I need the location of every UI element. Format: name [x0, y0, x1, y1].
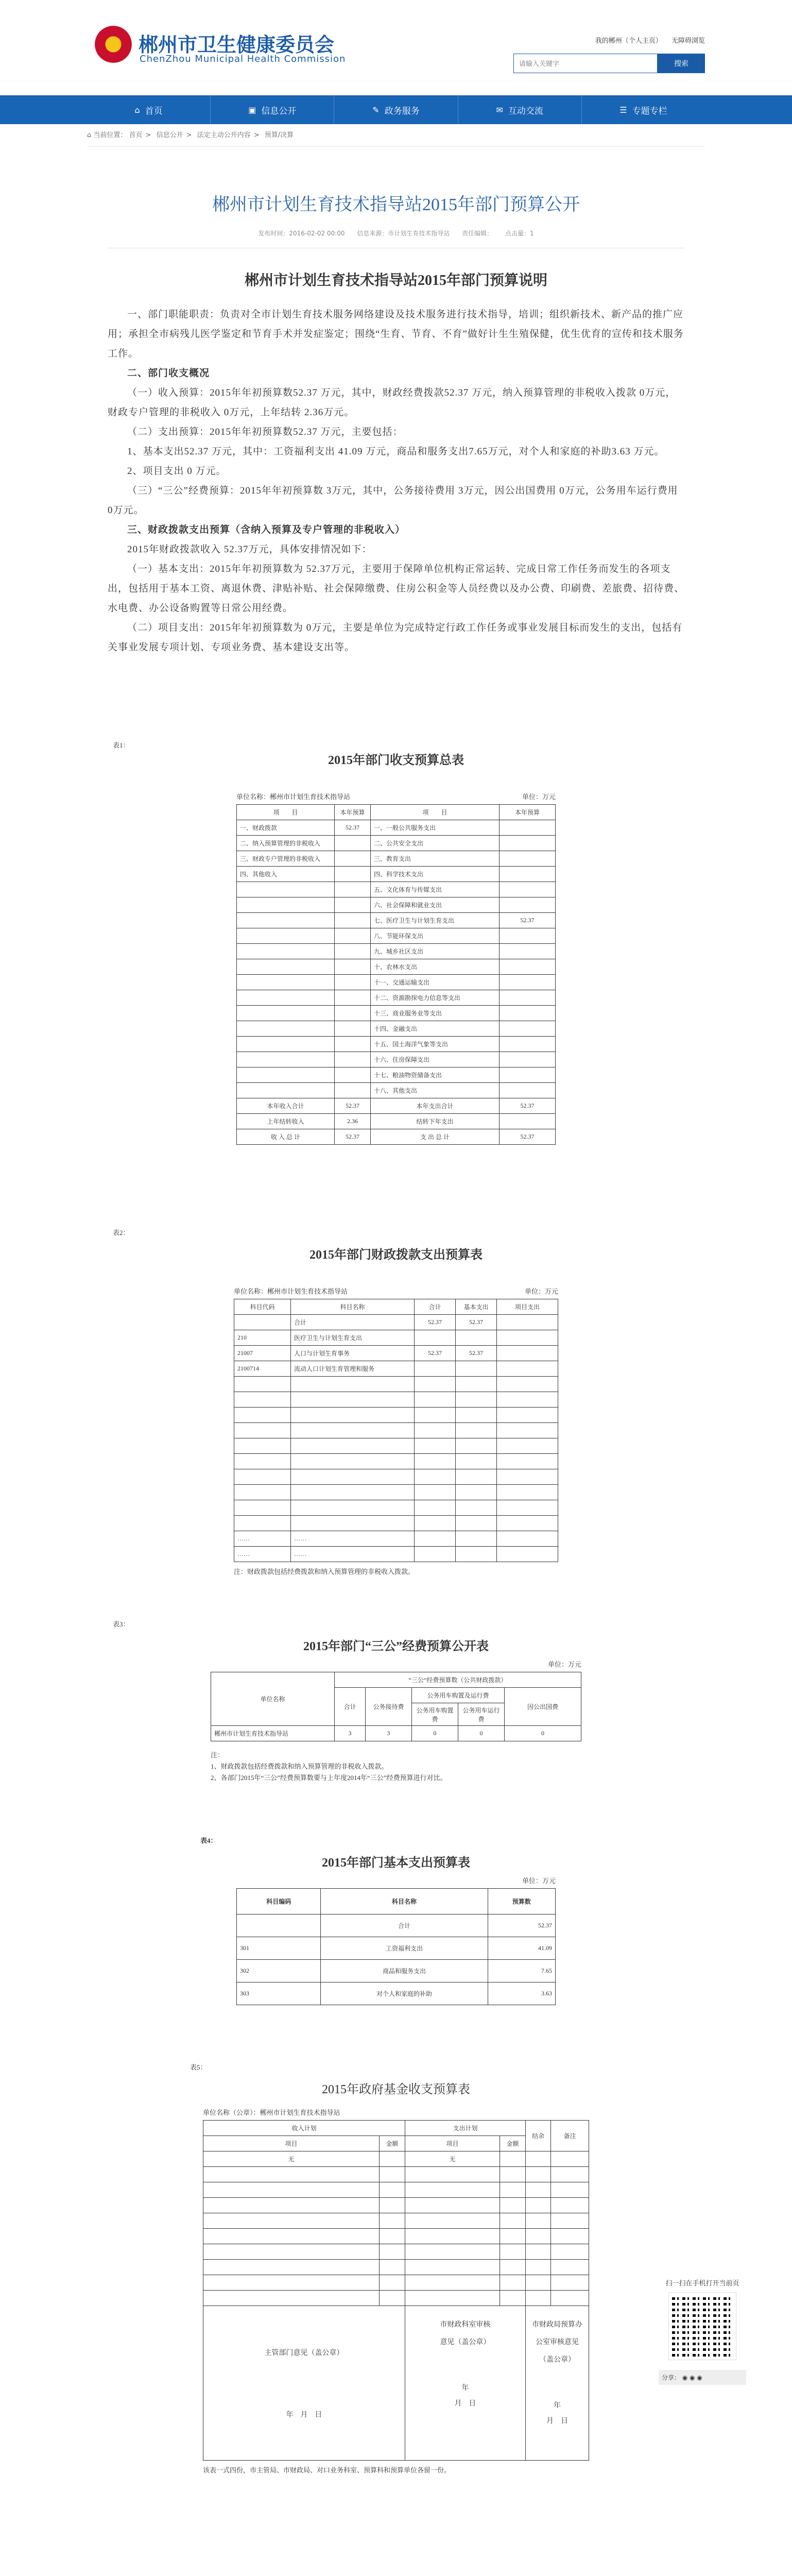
table-header: 公务用车运行费	[458, 1703, 505, 1726]
table-row	[234, 1438, 558, 1454]
table5-title: 2015年政府基金收支预算表	[322, 2083, 470, 2096]
table-row: 六、社会保障和就业支出	[237, 897, 556, 913]
table-row: 301 工资福利支出 41.09	[237, 1937, 556, 1960]
table-header: 科目编码	[237, 1889, 321, 1914]
share-bar[interactable]: 分享： ◉ ◉ ◉	[659, 2370, 746, 2385]
nav-services[interactable]: ✎ 政务服务	[334, 95, 458, 124]
table-row: 上年结转收入 2.36 结转下年支出	[237, 1114, 556, 1129]
table-header: 合计	[335, 1688, 366, 1726]
paragraph: 1、基本支出52.37 万元，其中：工资福利支出 41.09 万元，商品和服务支出7.65万元，对个人和家庭的补助3.63 万元。	[127, 446, 665, 457]
table-row: 210 医疗卫生与计划生育支出	[234, 1330, 558, 1346]
paragraph: （三）“三公”经费预算：2015年年初预算数 3万元，其中，公务接待费用 3万元，因公出国费用 0万元，公务用车运行费用 0万元。	[108, 485, 678, 516]
table-row: 合计 52.37 52.37	[234, 1315, 558, 1330]
table4	[236, 1888, 556, 2005]
table3	[211, 1672, 581, 1741]
table-row	[234, 1516, 558, 1531]
table2	[234, 1299, 558, 1562]
table-header: 项 目	[237, 805, 335, 820]
table-row: 九、城乡社区支出	[237, 944, 556, 959]
share-icons[interactable]: ◉ ◉ ◉	[680, 2374, 702, 2381]
paragraph: （二）支出预算：2015年年初预算数52.37 万元，主要包括：	[127, 427, 403, 437]
location-icon: ⌂	[87, 131, 94, 139]
finance-opinion-cell: 市财政科室审核意见（盖公章） 年 月 日	[405, 2306, 525, 2461]
table5-meta: 单位名称（公章）：郴州市计划生育技术指导站	[203, 2109, 340, 2116]
site-title[interactable]: 郴州市卫生健康委员会	[139, 35, 335, 56]
article	[87, 190, 705, 2476]
table-row: 十三、商业服务业等支出	[237, 1006, 556, 1021]
paragraph: 一、部门职能职责：负责对全市计划生育技术服务网络建设及技术服务进行技术指导，培训；组织新技术、新产品的推广应用；承担全市病残儿医学鉴定和节育手术并发症鉴定；围绕“生育、节育、不育”做好计生生殖保健，优生优育的宣传和技术服务工作。	[108, 309, 684, 359]
table-row: 十、农林水支出	[237, 959, 556, 975]
table-row: …… ……	[234, 1547, 558, 1562]
table-row: 十二、资源勘探电力信息等支出	[237, 990, 556, 1006]
table-header: “三公”经费预算数（公共财政拨款）	[335, 1672, 581, 1688]
table-header: 本年预算	[335, 805, 371, 820]
table-row: 五、文化体育与传媒支出	[237, 882, 556, 897]
crumb-info[interactable]: 信息公开	[156, 131, 183, 139]
budget-office-opinion-cell: 市财政局预算办公室审核意见（盖公章） 年 月 日	[526, 2306, 589, 2461]
table-row	[234, 1377, 558, 1392]
table5-block	[203, 2107, 589, 2476]
table4-block	[236, 1875, 556, 2005]
table-row: 十七、粮油物资储备支出	[237, 1067, 556, 1083]
paragraph: 二、部门收支概况	[127, 368, 210, 379]
paragraph: 三、财政拨款支出预算（含纳入预算及专户管理的非税收入）	[127, 524, 406, 535]
table-row: 一、财政拨款 52.37 一、一般公共服务支出	[237, 820, 556, 836]
table-row: 合计 52.37	[237, 1914, 556, 1937]
table-row: 十五、国土海洋气象等支出	[237, 1037, 556, 1052]
table-header: 合计	[415, 1299, 456, 1315]
paragraph: （一）收入预算：2015年年初预算数52.37 万元，其中，财政经费拨款52.37 万元，纳入预算管理的非税收入拨款 0万元，财政专户管理的非税收入 0万元，上年结转 2.36万元。	[108, 387, 676, 418]
table-row	[234, 1392, 558, 1408]
search-input[interactable]	[513, 54, 658, 73]
table-row: 十八、其他支出	[237, 1083, 556, 1098]
table1-body	[237, 820, 556, 1145]
table-row: 十六、住房保障支出	[237, 1052, 556, 1067]
table2-title: 2015年部门财政拨款支出预算表	[309, 1248, 483, 1262]
table-row: 21007 人口与计划生育事务 52.37 52.37	[234, 1346, 558, 1361]
table3-meta: 单位：万元	[547, 1660, 581, 1668]
article-body	[108, 305, 684, 657]
table-row: 八、节能环保支出	[237, 928, 556, 944]
table-row: 302 商品和服务支出 7.65	[237, 1960, 556, 1982]
table-header: 科目代码	[234, 1299, 291, 1315]
table-header: 项目支出	[497, 1299, 558, 1315]
paragraph: （二）项目支出：2015年年初预算数为 0万元，主要是单位为完成特定行政工作任务或事业发展目标而发生的支出，包括有关事业发展专项计划、专项业务费、基本建设支出等。	[108, 622, 683, 653]
search-bar	[513, 54, 705, 73]
site-subtitle: ChenZhou Municipal Health Commission	[140, 54, 346, 64]
table-header: 基本支出	[456, 1299, 497, 1315]
content-title: 郴州市计划生育技术指导站2015年部门预算说明	[244, 273, 547, 289]
table-header: 预算数	[488, 1889, 555, 1914]
table-row	[234, 1469, 558, 1485]
nav-topics[interactable]: ☰ 专题专栏	[619, 105, 667, 116]
crumb-budget[interactable]: 预算/决算	[264, 131, 294, 139]
paragraph: 2015年财政拨款收入 52.37万元，具体安排情况如下：	[127, 544, 372, 555]
nav-home[interactable]: ⌂ 首页	[87, 95, 211, 124]
table3-block	[211, 1659, 581, 1784]
qr-panel	[659, 2278, 746, 2385]
table3-label: 表3：	[113, 1620, 130, 1628]
home-icon: ⌂	[134, 105, 140, 115]
table3-title: 2015年部门“三公”经费预算公开表	[303, 1640, 489, 1653]
table-row: 七、医疗卫生与计划生育支出 52.37	[237, 913, 556, 928]
table2-body	[234, 1315, 558, 1562]
table-row: 2100714 流动人口计划生育管理和服务	[234, 1361, 558, 1377]
table2-block	[234, 1286, 558, 1578]
table-row: 303 对个人和家庭的补助 3.63	[237, 1982, 556, 2005]
table-header: 科目名称	[291, 1299, 415, 1315]
table-row	[234, 1454, 558, 1469]
topic-icon: ☰	[619, 105, 627, 115]
national-emblem-logo[interactable]	[95, 26, 132, 63]
table-row: 十一、交通运输支出	[237, 975, 556, 990]
table4-label: 表4：	[200, 1837, 217, 1844]
crumb-home[interactable]: 首页	[129, 131, 143, 139]
info-icon: ▣	[248, 105, 256, 115]
table-row	[234, 1500, 558, 1516]
nav-interact[interactable]: ✉ 互动交流	[458, 95, 582, 124]
personal-home-link[interactable]: 我的郴州（个人主页）	[595, 37, 662, 45]
table-header: 因公出国费	[505, 1688, 581, 1726]
search-button[interactable]: 搜索	[658, 54, 705, 73]
table2-note: 注：财政拨款包括经费拨款和纳入预算管理的非税收入拨款。	[234, 1568, 415, 1575]
table-row: 三、财政专户管理的非税收入 三、教育支出	[237, 851, 556, 867]
table-header: 本年预算	[500, 805, 556, 820]
table-header: 公务用车购置费	[412, 1703, 458, 1726]
table4-body	[237, 1914, 556, 2005]
table-row: 二、纳入预算管理的非税收入 二、公共安全支出	[237, 836, 556, 851]
table-header: 单位名称	[211, 1672, 335, 1726]
page-qr-code	[669, 2293, 736, 2360]
main-nav	[0, 95, 792, 124]
accessibility-link[interactable]: 无障碍浏览	[671, 37, 705, 45]
table-header: 科目名称	[321, 1889, 488, 1914]
dept-opinion-cell: 主管部门意见（盖公章） 年 月 日	[203, 2306, 405, 2461]
chat-icon: ✉	[496, 105, 503, 115]
table2-meta: 单位名称：郴州市计划生育技术指导站 单位：万元	[234, 1287, 558, 1295]
table-row: 本年收入合计 52.37 本年支出合计 52.37	[237, 1098, 556, 1114]
table-row	[234, 1485, 558, 1500]
nav-info[interactable]: ▣ 信息公开	[211, 95, 334, 124]
table-header: 公务用车购置及运行费	[412, 1688, 505, 1703]
paragraph: 2、项目支出 0 万元。	[127, 466, 227, 477]
table-row	[234, 1408, 558, 1423]
table1	[236, 804, 556, 1145]
table5-label: 表5：	[190, 2063, 207, 2071]
table5: 收入计划 支出计划 结余 备注 项目 金额 项目 金额 无 无 主管部门意见（盖公章） 年 月 日 市财政科室审核意见（盖公章） 年 月 日 市财政局预算办公室审核意见（盖公章） 年 月 日	[203, 2120, 589, 2461]
crumb-legal[interactable]: 法定主动公开内容	[197, 131, 251, 139]
table5-note: 该表一式四份，市主管局、市财政局、对口业务科室、预算科和预算单位各留一份。	[203, 2466, 451, 2474]
table3-notes: 注： 1、财政拨款包括经费拨款和纳入预算管理的非税收入拨款。 2、各部门2015年“三公”经费预算数要与上年度2014年“三公”经费预算进行对比。	[211, 1751, 447, 1782]
table1-title: 2015年部门收支预算总表	[328, 754, 464, 767]
table-row: …… ……	[234, 1531, 558, 1547]
paragraph: （一）基本支出：2015年年初预算数为 52.37万元，主要用于保障单位机构正常运转、完成日常工作任务而发生的各项支出，包括用于基本工资、离退休费、津贴补贴、社会保障缴费、住房公积金等人员经费以及办公费、印刷费、差旅费、招待费、水电费、办公设备购置等日常公用经费。	[108, 564, 685, 614]
top-links	[588, 35, 705, 45]
table1-label: 表1：	[113, 741, 130, 749]
table-row: 收 入 总 计 52.37 支 出 总 计 52.37	[237, 1129, 556, 1145]
table2-label: 表2：	[113, 1229, 130, 1236]
table4-meta: 单位：万元	[522, 1877, 556, 1885]
table-row: 四、其他收入 四、科学技术支出	[237, 867, 556, 882]
breadcrumb: ⌂ 当前位置： 首页 > 信息公开 > 法定主动公开内容 > 预算/决算	[87, 124, 705, 147]
table-row: 十四、金融支出	[237, 1021, 556, 1037]
table-header: 项 目	[371, 805, 500, 820]
edit-icon: ✎	[372, 105, 380, 115]
table1-meta: 单位名称：郴州市计划生育技术指导站 单位：万元	[236, 793, 556, 801]
site-header	[87, 0, 705, 95]
table4-title: 2015年部门基本支出预算表	[322, 1856, 470, 1870]
article-meta: 发布时间：2016-02-02 00:00 信息来源：市计划生育技术指导站 责任编辑： 点击量：1	[108, 229, 684, 248]
table-row: 郴州市计划生育技术指导站 3 3 0 0 0	[211, 1726, 581, 1741]
table-header: 公务接待费	[366, 1688, 412, 1726]
page-title: 郴州市计划生育技术指导站2015年部门预算公开	[212, 195, 580, 214]
table1-block	[236, 791, 556, 1145]
table-row	[234, 1423, 558, 1438]
qr-caption: 扫一扫在手机打开当前页	[665, 2280, 739, 2287]
